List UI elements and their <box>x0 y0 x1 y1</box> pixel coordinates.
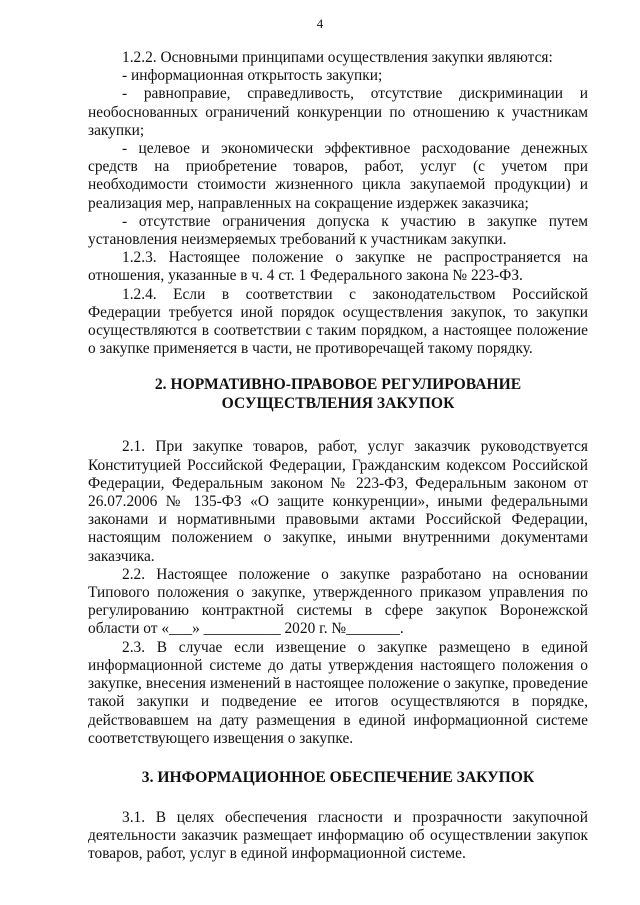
list-item: - информационная открытость закупки; <box>122 67 383 85</box>
paragraph-2-3: 2.3. В случае если извещение о закупке размещено в единой информационной системе до даты утверждения настоящего положения о закупке, внесения изменений в настоящее положение о закупке, проведение такой закупки и подведение ее итогов осуществляются в порядке, действовавшем на дату размещения в единой информационной системе соответствующего извещения о закупке. <box>88 638 588 747</box>
list-item: - целевое и экономически эффективное расходование денежных средств на приобретение товаров, работ, услуг (с учетом при необходимости стоимости жизненного цикла закупаемой продукции) и реализация мер, направленных на сокращение издержек заказчика; <box>88 140 588 212</box>
document-body <box>88 49 588 864</box>
page-number: 4 <box>316 16 324 31</box>
section-2-heading-line-2: ОСУЩЕСТВЛЕНИЯ ЗАКУПОК <box>221 395 455 413</box>
paragraph-1-2-2: 1.2.2. Основными принципами осуществления закупки являются: <box>122 49 553 66</box>
paragraph-2-1: 2.1. При закупке товаров, работ, услуг заказчик руководствуется Конституцией Российской Федерации, Гражданским кодексом Российской Федерации, Федеральным законом № 223-ФЗ, Федеральным законом от 26.07.2006 № 135-ФЗ «О защите конкуренции», иными федеральными законами и нормативными правовыми актами Российской Федерации, настоящим положением о закупке, иными внутренними документами заказчика. <box>88 438 588 565</box>
section-2-heading <box>88 375 588 413</box>
paragraph-1-2-4: 1.2.4. Если в соответствии с законодательством Российской Федерации требуется иной порядок осуществления закупок, то закупки осуществляются в соответствии с таким порядком, а настоящее положение о закупке применяется в части, не противоречащей такому порядку. <box>88 285 588 358</box>
paragraph-2-2: 2.2. Настоящее положение о закупке разработано на основании Типового положения о закупке, утвержденного приказом управления по регулированию контрактной системы в сфере закупок Воронежской области от «___» __________ 2020 г. №_______. <box>88 565 588 638</box>
section-2-heading-line-1: 2. НОРМАТИВНО-ПРАВОВОЕ РЕГУЛИРОВАНИЕ <box>154 376 522 394</box>
paragraph-3-1: 3.1. В целях обеспечения гласности и прозрачности закупочной деятельности заказчик размещает информацию об осуществлении закупок товаров, работ, услуг в единой информационной системе. <box>88 808 588 863</box>
section-3-heading: 3. ИНФОРМАЦИОННОЕ ОБЕСПЕЧЕНИЕ ЗАКУПОК <box>141 768 535 786</box>
paragraph-1-2-3: 1.2.3. Настоящее положение о закупке не распространяется на отношения, указанные в ч. 4 ст. 1 Федерального закона № 223-ФЗ. <box>88 249 588 285</box>
list-item: - равноправие, справедливость, отсутствие дискриминации и необоснованных ограничений конкуренции по отношению к участникам закупки; <box>88 85 588 139</box>
list-item: - отсутствие ограничения допуска к участию в закупке путем установления неизмеряемых требований к участникам закупки. <box>88 212 588 249</box>
